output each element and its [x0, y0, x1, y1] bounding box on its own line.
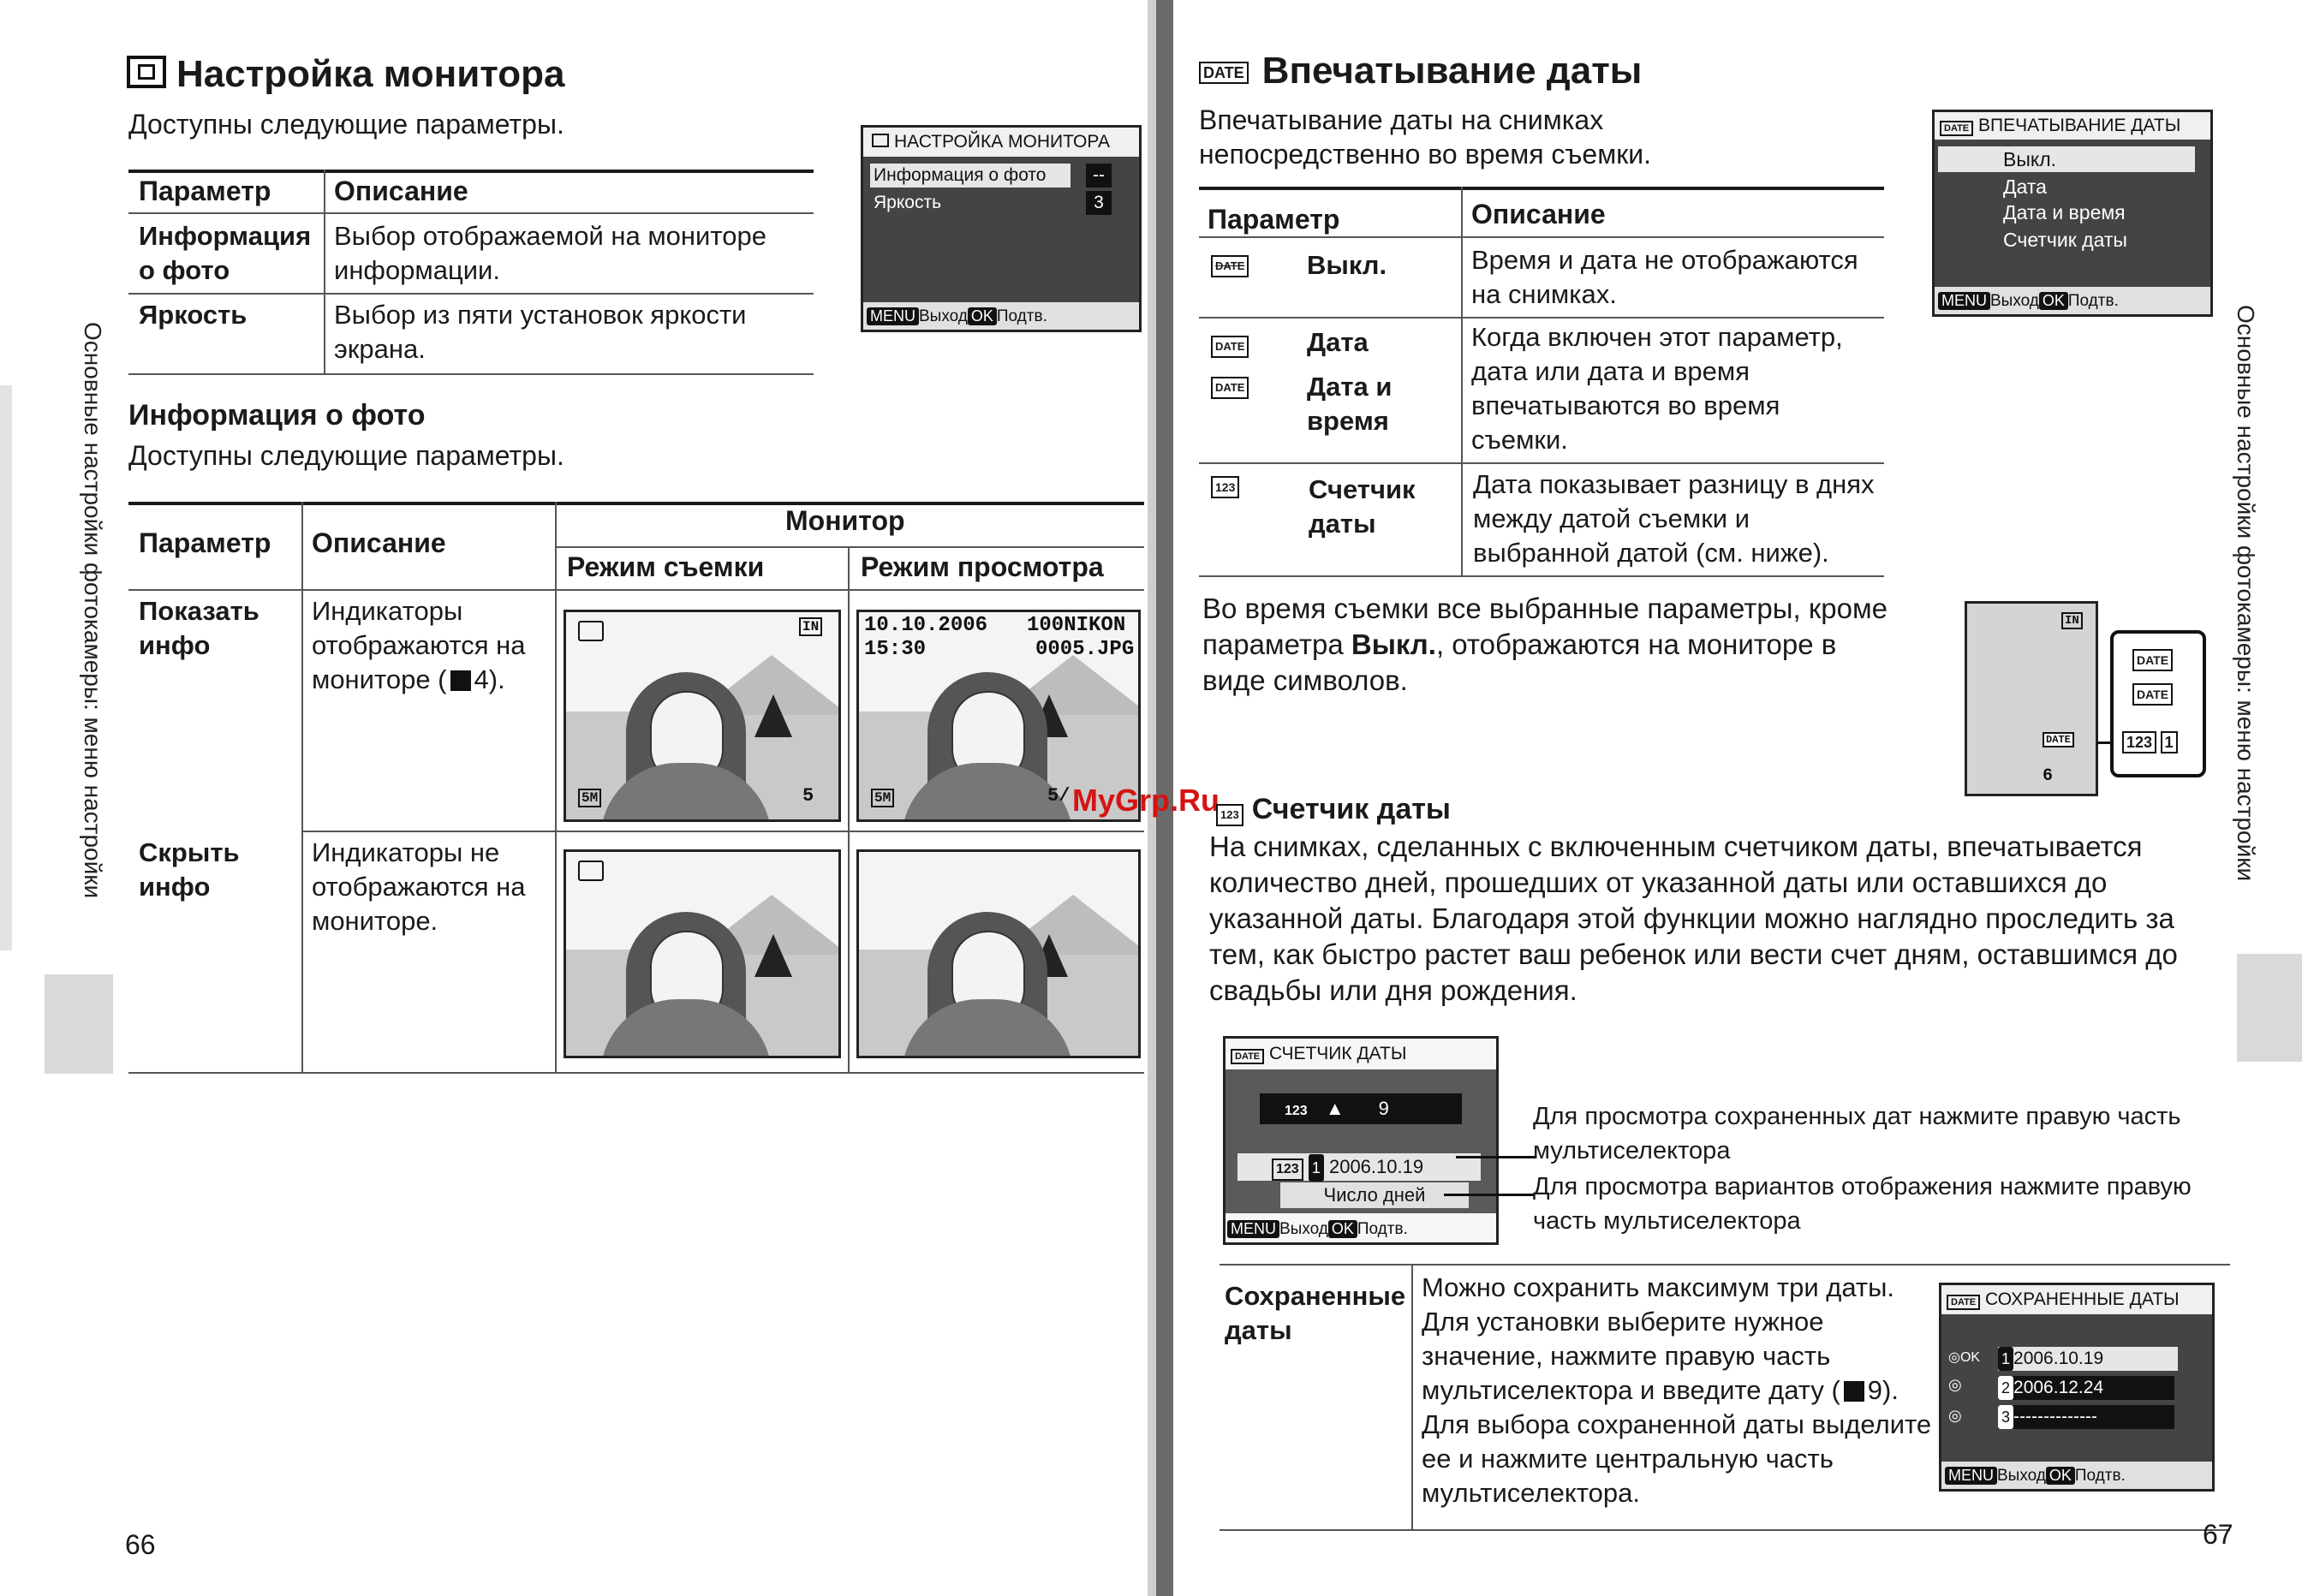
lcd4-radio-3: ◎ — [1948, 1407, 1962, 1424]
side-tab-left — [45, 974, 113, 1074]
date-display-note: Во время съемки все выбранные параметры, кроме параметра Выкл., отображаются на мониторе в виде символов. — [1202, 593, 1888, 696]
date-indicator-icon: DATE — [2043, 732, 2074, 747]
rtable-desc-off: Время и дата не отображаются на снимках. — [1471, 245, 1858, 309]
monitor-settings-heading — [127, 53, 564, 96]
table2-header-monitor: Монитор — [785, 505, 905, 536]
rtable-param-date-time: Дата и время — [1307, 372, 1393, 436]
watermark: MyGrp.Ru — [1072, 783, 1220, 818]
lcd4-radio-2: ◎ — [1948, 1376, 1962, 1393]
reference-icon — [1844, 1381, 1864, 1402]
lcd4-title: DATE СОХРАНЕННЫЕ ДАТЫ — [1941, 1285, 2212, 1314]
callout-saved-dates: Для просмотра сохраненных дат нажмите правую часть мультиселектора — [1533, 1103, 2181, 1164]
lcd2-item-counter[interactable]: Счетчик даты — [2003, 229, 2127, 251]
lcd2-title: DATE ВПЕЧАТЫВАНИЕ ДАТЫ — [1935, 112, 2210, 140]
side-section-label-right: Основные настройки фотокамеры: меню настройки — [2233, 305, 2259, 882]
camera-mode-icon — [578, 861, 604, 881]
lcd1-title: НАСТРОЙКА МОНИТОРА — [863, 128, 1139, 157]
table1-param-info: Информация о фото — [139, 221, 312, 285]
date-counter-heading: 123 Счетчик даты — [1216, 793, 1451, 826]
rtable-param-date: Дата — [1307, 327, 1369, 357]
lcd3-date-row[interactable]: 123 1 2006.10.19 — [1237, 1153, 1481, 1181]
table2-param-hide: Скрыть инфо — [139, 837, 240, 902]
date-icon: DATE — [1199, 62, 1249, 84]
lcd4-footer: MENU Выход OK Подтв. — [1945, 1467, 2126, 1486]
lcd1-item-brightness[interactable]: Яркость — [874, 193, 942, 212]
table2-param-show: Показать инфо — [139, 596, 259, 660]
lcd3-footer: MENU Выход OK Подтв. — [1227, 1220, 1408, 1239]
camera-mode-icon — [578, 621, 604, 641]
lcd-date-counter — [1223, 1036, 1499, 1245]
table2-desc-hide: Индикаторы не отображаются на мониторе. — [312, 837, 526, 936]
table1-param-brightness: Яркость — [139, 300, 247, 330]
photo-filename: 0005.JPG — [1035, 638, 1135, 661]
table2-header-view: Режим просмотра — [861, 551, 1104, 582]
lcd3-title: DATE СЧЕТЧИК ДАТЫ — [1231, 1044, 1406, 1064]
reference-icon — [450, 670, 471, 691]
counter-icon-row: 123 — [1211, 476, 1239, 498]
date-icons-callout: DATE DATE 123 1 — [2110, 630, 2206, 777]
rtable-desc-date: Когда включен этот параметр, дата или дата и время впечатываются во время съемки. — [1471, 322, 1843, 455]
lcd-monitor-settings — [861, 125, 1142, 332]
page-title-right: Впечатывание даты — [1261, 50, 1643, 92]
table2-header-desc: Описание — [312, 527, 446, 558]
table1-desc-brightness: Выбор из пяти установок яркости экрана. — [334, 300, 747, 364]
lcd2-item-off[interactable]: Выкл. — [2003, 148, 2057, 170]
rtable-param-off: Выкл. — [1307, 250, 1387, 280]
lcd4-entry-3[interactable]: 3 -------------- — [1998, 1405, 2174, 1429]
side-tab-right — [2237, 954, 2302, 1062]
photo-shoot-show — [564, 610, 841, 822]
lcd3-mode-row[interactable]: Число дней — [1280, 1182, 1469, 1208]
monitor-icon-small — [872, 134, 889, 147]
photo-date: 10.10.2006 — [864, 614, 988, 637]
page-number-right: 67 — [2203, 1519, 2233, 1550]
mini-count: 6 — [2043, 766, 2054, 786]
date-counter-text: На снимках, сделанных с включенным счетчиком даты, впечатывается количество дней, прошедших от указанной даты или оставшихся до указанной даты. Благодаря этой функции можно наглядно проследить за тем, как быстро растет ваш ребенок или вести счет дням, оставшимся до свадьбы или дня рождения. — [1209, 831, 2178, 1006]
saved-dates-param: Сохраненные даты — [1225, 1281, 1406, 1345]
photo-info-intro: Доступны следующие параметры. — [128, 440, 564, 471]
table2-header-shoot: Режим съемки — [567, 551, 765, 582]
date-imprint-intro: Впечатывание даты на снимках непосредственно во время съемки. — [1199, 104, 1651, 170]
lcd1-item-info[interactable]: Информация о фото — [870, 164, 1070, 188]
lcd1-item-info-value: -- — [1086, 164, 1112, 188]
table1-header-param: Параметр — [139, 176, 271, 206]
image-size-icon: 5M — [578, 789, 601, 807]
date-off-icon: DATE — [1211, 255, 1249, 277]
page-title: Настройка монитора — [176, 53, 565, 95]
date-icon-row: DATE — [1211, 336, 1249, 358]
photo-info-heading: Информация о фото — [128, 399, 426, 432]
photo-shoot-hide — [564, 849, 841, 1058]
rtable-param-counter: Счетчик даты — [1309, 474, 1416, 539]
page-number-left: 66 — [125, 1529, 156, 1560]
table1-desc-info: Выбор отображаемой на мониторе информации. — [334, 221, 766, 285]
date-imprint-heading — [1199, 50, 1642, 92]
lcd3-counter-row: 123 ▲ 9 — [1260, 1093, 1462, 1124]
lcd4-ok-label: ◎OK — [1948, 1350, 1981, 1365]
photo-folder: 100NIKON — [1027, 614, 1126, 637]
lcd1-item-brightness-value: 3 — [1086, 191, 1112, 215]
lcd2-footer: MENU Выход OK Подтв. — [1938, 292, 2119, 311]
monitor-icon — [127, 56, 166, 88]
photo-view-hide — [856, 849, 1141, 1058]
table2-desc-show: Индикаторы отображаются на мониторе ( 4). — [312, 596, 526, 694]
rtable-header-param: Параметр — [1208, 204, 1340, 235]
intro-text: Доступны следующие параметры. — [128, 109, 564, 140]
lcd4-entry-2[interactable]: 2 2006.12.24 — [1998, 1376, 2174, 1400]
lcd2-item-date[interactable]: Дата — [2003, 176, 2047, 198]
shots-remaining: 5 — [802, 785, 814, 807]
lcd4-entry-1[interactable]: 1 2006.10.19 — [1998, 1347, 2178, 1371]
monitor-mini-preview: IN DATE 6 — [1965, 601, 2098, 796]
image-size-icon: 5M — [871, 789, 894, 807]
lcd1-footer: MENU Выход OK Подтв. — [867, 307, 1047, 326]
side-section-label-left: Основные настройки фотокамеры: меню настройки — [80, 322, 106, 899]
rtable-desc-counter: Дата показывает разницу в днях между датой съемки и выбранной датой (см. ниже). — [1473, 469, 1875, 568]
lcd2-item-date-time[interactable]: Дата и время — [2003, 201, 2126, 223]
table1-header-desc: Описание — [334, 176, 468, 206]
callout-display-options: Для просмотра вариантов отображения нажмите правую часть мультиселектора — [1533, 1173, 2192, 1235]
photo-time: 15:30 — [864, 638, 927, 661]
table2-header-param: Параметр — [139, 527, 271, 558]
lcd-date-imprint — [1932, 110, 2213, 317]
saved-dates-desc: Можно сохранить максимум три даты. Для установки выберите нужное значение, нажмите правую часть мультиселектора и введите дату ( 9). Для выбора сохраненной даты выделите ее и нажмите центральную часть мультиселектора. — [1422, 1272, 1932, 1508]
lcd-saved-dates — [1939, 1283, 2215, 1492]
rtable-header-desc: Описание — [1471, 199, 1606, 229]
internal-memory-icon: IN — [799, 617, 822, 636]
photo-counter: 5/ — [1047, 785, 1070, 807]
date-time-icon-row: DATE — [1211, 377, 1249, 399]
